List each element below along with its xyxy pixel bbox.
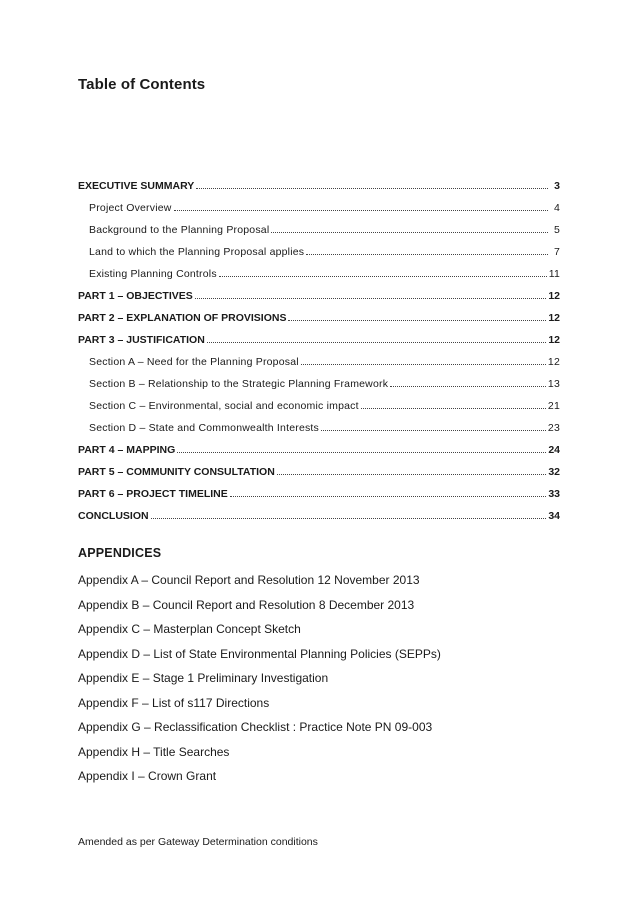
toc-dot-leader [230, 496, 547, 497]
appendix-item: Appendix C – Masterplan Concept Sketch [78, 622, 301, 636]
page-title: Table of Contents [78, 76, 206, 93]
toc-entry-label: Background to the Planning Proposal [89, 224, 270, 236]
toc-entry-label: Section D – State and Commonwealth Interests [89, 422, 319, 434]
toc-entry-page-number: 32 [548, 466, 560, 478]
toc-dot-leader [207, 342, 547, 343]
toc-entry[interactable] [78, 368, 560, 390]
toc-dot-leader [219, 276, 547, 277]
toc-entry[interactable] [78, 192, 560, 214]
toc-entry[interactable] [78, 214, 560, 236]
toc-entry-page-number: 3 [554, 180, 560, 192]
toc-entry[interactable] [78, 236, 560, 258]
toc-entry-page-number: 5 [553, 224, 560, 236]
toc-entry-page-number: 34 [548, 510, 560, 522]
toc-entry-label: EXECUTIVE SUMMARY [78, 180, 195, 192]
toc-entry-label: PART 2 – EXPLANATION OF PROVISIONS [78, 312, 287, 324]
toc-entry-label: PART 6 – PROJECT TIMELINE [78, 488, 228, 500]
toc-entry-page-number: 21 [547, 400, 560, 412]
appendix-item: Appendix H – Title Searches [78, 744, 230, 759]
toc-dot-leader [321, 430, 546, 431]
appendix-item: Appendix E – Stage 1 Preliminary Investigation [78, 671, 329, 685]
toc-entry[interactable] [78, 500, 560, 522]
toc-entry-label: Section C – Environmental, social and economic impact [89, 400, 359, 412]
toc-entry-label: Project Overview [89, 202, 172, 214]
appendix-item: Appendix G – Reclassification Checklist : Practice Note PN 09-003 [78, 720, 433, 734]
toc-dot-leader [196, 188, 548, 189]
toc-entry[interactable] [78, 412, 560, 434]
toc-dot-leader [151, 518, 547, 519]
toc-entry-label: PART 4 – MAPPING [78, 444, 176, 456]
toc-entry-label: PART 5 – COMMUNITY CONSULTATION [78, 466, 275, 478]
toc-entry-label: PART 3 – JUSTIFICATION [78, 334, 205, 346]
toc-entry-label: Section A – Need for the Planning Proposal [89, 356, 299, 368]
toc-entry-page-number: 12 [548, 290, 560, 302]
toc-entry-label: Section B – Relationship to the Strategic Planning Framework [89, 378, 389, 390]
toc-entry-page-number: 12 [548, 312, 560, 324]
toc-entry-page-number: 33 [548, 488, 560, 500]
toc-entry-page-number: 7 [553, 246, 560, 258]
toc-dot-leader [277, 474, 547, 475]
toc-entry[interactable] [78, 434, 560, 456]
toc-entry[interactable] [78, 302, 560, 324]
toc-entry[interactable] [78, 478, 560, 500]
toc-entry[interactable] [78, 258, 560, 280]
toc-dot-leader [288, 320, 546, 321]
appendix-item: Appendix D – List of State Environmental Planning Policies (SEPPs) [78, 646, 441, 661]
appendix-item: Appendix F – List of s117 Directions [78, 695, 270, 710]
toc-dot-leader [361, 408, 546, 409]
toc-dot-leader [271, 232, 548, 233]
toc-entry[interactable] [78, 280, 560, 302]
toc-entry-label: PART 1 – OBJECTIVES [78, 290, 193, 302]
toc-entry[interactable] [78, 324, 560, 346]
toc-dot-leader [301, 364, 546, 365]
toc-dot-leader [306, 254, 548, 255]
toc-entry-page-number: 23 [547, 422, 560, 434]
toc-entry-label: CONCLUSION [78, 510, 149, 522]
toc-entry-page-number: 4 [553, 202, 560, 214]
toc-dot-leader [177, 452, 546, 453]
toc-entry-page-number: 13 [547, 378, 560, 390]
toc-dot-leader [195, 298, 547, 299]
appendices-heading: APPENDICES [78, 546, 162, 560]
toc-entry-page-number: 11 [548, 268, 560, 280]
toc-entry[interactable] [78, 170, 560, 192]
toc-entry[interactable] [78, 390, 560, 412]
footer-note: Amended as per Gateway Determination conditions [78, 836, 318, 848]
toc-entry-page-number: 24 [548, 444, 560, 456]
toc-entry-page-number: 12 [548, 334, 560, 346]
toc-entry-label: Existing Planning Controls [89, 268, 217, 280]
appendix-item: Appendix A – Council Report and Resolution 12 November 2013 [78, 573, 420, 587]
toc-dot-leader [390, 386, 546, 387]
toc-entry[interactable] [78, 456, 560, 478]
toc-entry-page-number: 12 [547, 356, 560, 368]
appendix-item: Appendix I – Crown Grant [78, 769, 217, 783]
toc-entry[interactable] [78, 346, 560, 368]
toc-dot-leader [174, 210, 548, 211]
table-of-contents [78, 170, 560, 522]
appendix-list [78, 571, 441, 792]
toc-entry-label: Land to which the Planning Proposal applies [89, 246, 305, 258]
appendix-item: Appendix B – Council Report and Resolution 8 December 2013 [78, 597, 415, 612]
